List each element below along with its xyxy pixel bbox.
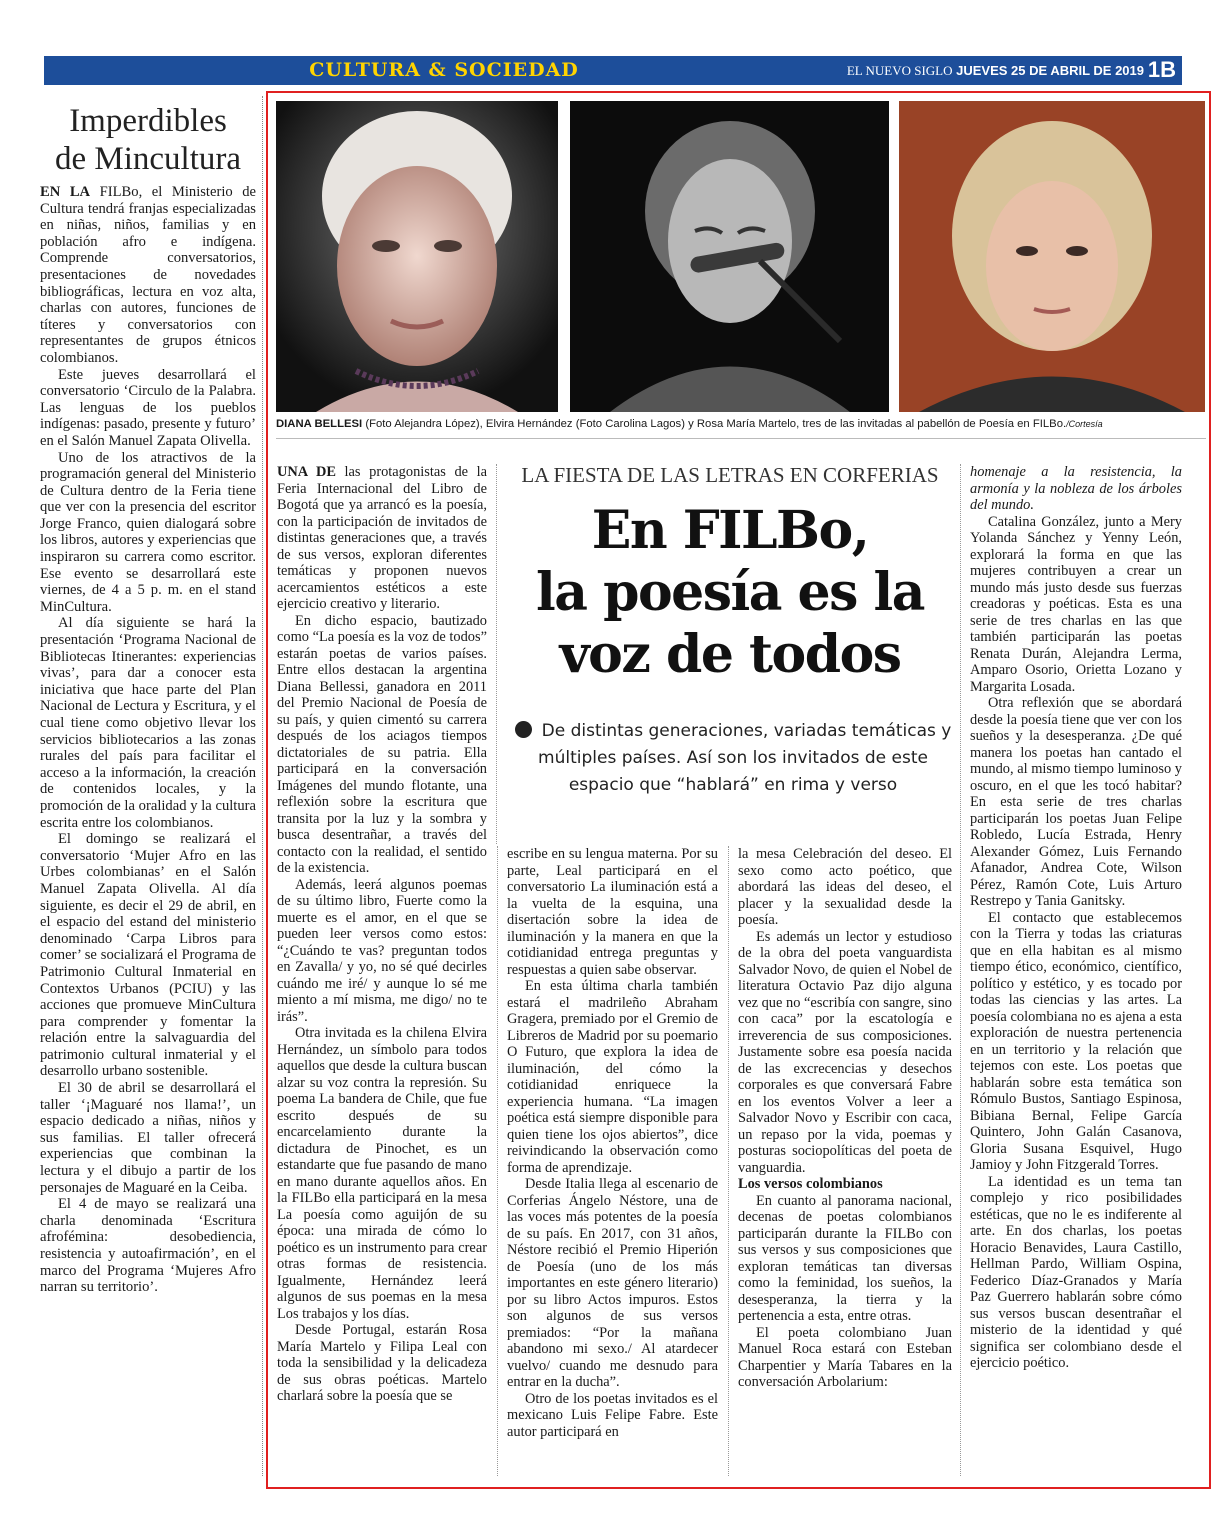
article-dek: De distintas generaciones, variadas temáticas y múltiples países. Así son los invitados de este espacio que “hablará” en rima y verso [503,718,963,799]
article-paragraph: Desde Portugal, estarán Rosa María Martelo y Filipa Leal con toda la sensibilidad y la delicadeza de sus obras poéticas. Martelo charlará sobre la poesía que se [277,1322,487,1404]
article-paragraph: Otra reflexión que se abordará desde la poesía tiene que ver con los sueños y la desesperanza. ¿De qué manera los poetas han cantado el mundo, al mismo tiempo luminoso y oscuro, en el que les tocó habitar? En esta serie de tres charlas participarán los poetas Juan Felipe Robledo, Lucía Estrada, Henry Alexander Gómez, Luis Fernando Afanador, Andrea Cote, Wilson Pérez, Ramón Cote, Luis Arturo Restrepo y Tania Ganitsky. [970,695,1182,909]
photo-elvira-hernandez [570,101,889,412]
article-column-4 [970,464,1182,1372]
sidebar-article [40,102,256,1296]
sidebar-paragraph: Al día siguiente se hará la presentación ‘Programa Nacional de Bibliotecas Itinerantes: experiencias vivas’, para dar a conocer esta iniciativa que hace parte del Plan Nacional de Lectura y Escritura, y el cual tiene como objetivo llevar los servicios bibliotecarios a las zonas rurales del país para facilitar el acceso a la información, la creación de contenidos locales, y la promoción de la oralidad y la cultura escrita entre los colombianos. [40,615,256,831]
sidebar-paragraph: El 4 de mayo se realizará una charla denominada ‘Escritura afrofémina: desobediencia, resistencia y autoafirmación’, en el marco del Programa ‘Mujeres Afro narran su territorio’. [40,1196,256,1296]
article-paragraph: Es además un lector y estudioso de la obra del poeta vanguardista Salvador Novo, de quien el Nobel de literatura Octavio Paz dijo alguna vez que no “escribía con sangre, sino con caca” por la escatología e irreverencia de sus composiciones. Justamente sobre esa poesía nacida de las excrecencias y desechos corporales es que conversará Fabre en los eventos Volver a leer a Salvador Novo y Escribir con caca, un repaso por la vida, poemas y posturas sociopolíticas del poeta de vanguardia. [738,928,952,1176]
article-paragraph: la mesa Celebración del deseo. El sexo como acto poético, que abordará las ideas del deseo, el placer y la sexualidad desde la poesía. [738,846,952,928]
article-paragraph: El poeta colombiano Juan Manuel Roca estará con Esteban Charpentier y María Tabares en la conversación Arbolarium: [738,1324,952,1390]
caption-text: (Foto Alejandra López), Elvira Hernández (Foto Carolina Lagos) y Rosa María Martelo, tres de las invitadas al pabellón de Poesía en FILBo. [362,418,1067,430]
caption-rule [276,438,1206,439]
article-subhead: Los versos colombianos [738,1176,883,1192]
sidebar-paragraph: El domingo se realizará el conversatorio ‘Mujer Afro en las Urbes colombianas’ en el Salón Manuel Zapata Olivella. Al día siguiente, es decir el 29 de abril, en el espacio del estand del ministerio denominado ‘Carpa Libros para comer’ se socializará el Programa de Patrimonio Cultural Inmaterial en Contextos Urbanos (PCIU) y las acciones que promueve MinCultura para comprender y fomentar la relación entre la salvaguardia del patrimonio cultural inmaterial y el desarrollo urbano sostenible. [40,831,256,1080]
paper-name: EL NUEVO SIGLO [846,63,953,78]
article-kicker: LA FIESTA DE LAS LETRAS EN CORFERIAS [521,463,939,487]
article-paragraph: Otra invitada es la chilena Elvira Hernández, un símbolo para todos aquellos que desde la cultura buscan alzar su voz contra la represión. Su poema La bandera de Chile, que fue escrito después de su encarcelamiento durante la dictadura de Pinochet, es un estandarte que fue pasando de mano en mano durante aquellos años. En la FILBo ella participará en la mesa La poesía como aguijón de su época: una mirada de cómo lo poético es un instrumento para crear otras formas de resistencia. Igualmente, Hernández leerá algunos de sus poemas en la mesa Los trabajos y los días. [277,1025,487,1322]
photo-diana-bellessi [276,101,558,412]
masthead-info [847,63,1144,79]
article-paragraph: El contacto que establecemos con la Tierra y todas las criaturas que en ella habitan es al mismo tiempo ético, económico, científico, político y estético, y es tocado por todas las ciencias y las artes. La poesía colombiana no es ajena a esta exploración de nuestra pertenencia en un territorio y la relación que tejemos con este. Los poetas que hablarán sobre esta temática son Rómulo Bustos, Santiago Espinosa, Bibiana Bernal, Felipe García Quintero, John Galán Casanova, Gloria Susana Esquivel, Hugo Jamioy y John Fitzgerald Torres. [970,909,1182,1173]
column-divider [497,846,498,1476]
section-title: CULTURA & SOCIEDAD [309,59,579,81]
sidebar-lead-caps: EN LA [40,184,91,200]
article-paragraph: La identidad es un tema tan complejo y rico posibilidades estéticas, que no le es indiferente al arte. En dos charlas, los poetas Horacio Benavides, Laura Castillo, Hellman Pardo, William Ospina, Federico Díaz-Granados y María Paz Guerrero hablarán sobre cómo sus versos buscan desentrañar el misterio de la identidad y qué significa ser colombiano desde el ejercicio poético. [970,1173,1182,1371]
article-lead-caps: UNA DE [277,464,336,480]
article-paragraph: Desde Italia llega al escenario de Corferias Ángelo Néstore, una de las voces más potentes de la poesía de su país. En 2017, con 31 años, Néstore recibió el Premio Hiperión de Poesía (uno de los más importantes en este género literario) por su libro Actos impuros. Estos son algunos de sus versos premiados: “Por la mañana abandono mi sexo./ Al atardecer vuelvo/ cuando me desnudo para entrar en la ducha”. [507,1176,718,1390]
sidebar-title: Imperdibles de Mincultura [54,103,242,177]
article-paragraph: Catalina González, junto a Mery Yolanda Sánchez y Yenny León, explorará la forma en que las mujeres contribuyen a crear un mundo más justo desde sus fuerzas creadoras y poéticas. Esta es una serie de tres charlas en las que también participarán las poetas Renata Durán, Alejandra Lerma, Amparo Osorio, Orietta Lozano y Margarita Losada. [970,513,1182,695]
article-paragraph: Otro de los poetas invitados es el mexicano Luis Felipe Fabre. Este autor participará en [507,1390,718,1440]
article-paragraph: homenaje a la resistencia, la armonía y la nobleza de los árboles del mundo. [970,464,1182,513]
article-paragraph: En dicho espacio, bautizado como “La poesía es la voz de todos” estarán poetas de varios países. Entre ellos destacan la argentina Diana Bellessi, ganadora en 2011 del Premio Nacional de Poesía de su país, y quien cimentó su carrera después de los aciagos tiempos dictatoriales de su patria. Ella participará en la conversación Imágenes del mundo flotante, una reflexión sobre la escritura que transita por la luz y la sombra y busca desentrañar, a través del contacto con la realidad, el sentido de la existencia. [277,612,487,876]
article-paragraph: En cuanto al panorama nacional, decenas de poetas colombianos participarán durante la FILBo con sus versos y sus composiciones que exploran temáticas tan diversas como la feminidad, los sueños, la desesperanza, la tierra y la pertenencia a esta, entre otras. [738,1192,952,1324]
section-header-bar [44,56,1182,85]
bullet-icon [515,721,532,738]
column-divider [960,464,961,1476]
column-divider [262,96,264,1476]
photo-caption [276,418,1206,430]
article-column-2 [507,846,718,1440]
sidebar-body: EN LA FILBo, el Ministerio de Cultura tendrá franjas especializadas en niñas, niños, familias y en población afro e indígena. Comprende conversatorios, presentaciones de novedades bibliográficas, lectura en voz alta, charlas con autores, funciones de títeres y conversatorios con representantes de grupos étnicos colombianos. Este jueves desarrollará el conversatorio ‘Circulo de la Palabra. Las lenguas de los pueblos indígenas: pasado, presente y futuro’ en el Salón Manuel Zapata Olivella. Uno de los atractivos de la programación general del Ministerio de Cultura dentro de la Feria tiene que ver con la presencia del escritor Jorge Franco, quien dialogará sobre los libros, autores y experiencias que inspiraron su carrera como escritor. Ese evento se desarrollará este viernes, de 4 a 5 p. m. en el stand MinCultura. Al día siguiente se hará la presentación ‘Programa Nacional de Bibliotecas Itinerantes: experiencias vivas’, para dar a conocer esta iniciativa que hace parte del Plan Nacional de Lectura y Escritura, y el cual tiene como objetivo llevar los servicios bibliotecarios a las zonas rurales del país para facilitar el acceso a la información, la creación de contenidos locales, y la promoción de la oralidad y la cultura escrita entre los colombianos. El domingo se realizará el conversatorio ‘Mujer Afro en las Urbes colombianas’ en el Salón Manuel Zapata Olivella. Al día siguiente, es decir el 29 de abril, en el espacio del estand del ministerio denominado ‘Carpa Libros para comer’ se socializará el Programa de Patrimonio Cultural Inmaterial en Contextos Urbanos (PCIU) y las acciones que promueve MinCultura para comprender y fomentar la relación entre la salvaguardia del patrimonio cultural inmaterial y el desarrollo urbano sostenible. El 30 de abril se desarrollará el taller ‘¡Maguaré nos llama!’, un espacio dedicado a niñas, niños y sus familias. El taller ofrecerá experiencias que combinan la lectura y el dibujo a partir de los personajes de Maguaré en la Ceiba. El 4 de mayo se realizará una charla denominada ‘Escritura afrofémina: desobediencia, resistencia y autoafirmación’, en el marco del Programa ‘Mujeres Afro narran su territorio’. [40,184,256,1296]
photo-credit: /Cortesía [1066,419,1103,429]
column-divider [496,464,497,844]
article-headline: En FILBo, la poesía es la voz de todos [536,500,924,685]
article-column-1: UNA DE las protagonistas de la Feria Internacional del Libro de Bogotá que ya arrancó es la poesía, con la participación de invitados de distintas generaciones que, a través de sus versos, exploran diferentes temáticas y proponen nuevos acercamientos estéticos a este ejercicio creativo y literario. En dicho espacio, bautizado como “La poesía es la voz de todos” estarán poetas de varios países. Entre ellos destacan la argentina Diana Bellessi, ganadora en 2011 del Premio Nacional de Poesía de su país, y quien cimentó su carrera después de los aciagos tiempos dictatoriales de su patria. Ella participará en la conversación Imágenes del mundo flotante, una reflexión sobre la escritura que transita por la luz y la sombra y busca desentrañar, a través del contacto con la realidad, el sentido de la existencia. Además, leerá algunos poemas de su último libro, Fuerte como la muerte es el amor, en el que se pueden leer versos como estos: “¿Cuándo te vas? preguntan todos en Zavalla/ y yo, no sé qué decirles cuándo me iré/ y aunque lo sé me miento a mí misma, me digo/ no te irás”. Otra invitada es la chilena Elvira Hernández, un símbolo para todos aquellos que desde la cultura buscan alzar su voz contra la represión. Su poema La bandera de Chile, que fue escrito después de su encarcelamiento durante la dictadura de Pinochet, es un estandarte que fue pasando de mano en mano durante aquellos años. En la FILBo ella participará en la mesa La poesía como aguijón de su época: una mirada de cómo lo poético es un instrumento para crear otras formas de resistencia. Igualmente, Hernández leerá algunos de sus poemas en la mesa Los trabajos y los días. Desde Portugal, estarán Rosa María Martelo y Filipa Leal con toda la sensibilidad y la delicadeza de sus obras poéticas. Martelo charlará sobre la poesía que se [277,464,487,1404]
article-paragraph: escribe en su lengua materna. Por su parte, Leal participará en el conversatorio La iluminación está a la vuelta de la esquina, una disertación sobre la idea de iluminación y la manera en que la cotidianidad entrega preguntas y respuestas a quien sabe observar. [507,846,718,978]
issue-date: JUEVES 25 DE ABRIL DE 2019 [956,63,1144,78]
page-number: 1B [1147,57,1176,82]
caption-lead-name: DIANA BELLESI [276,418,363,430]
photo-rosa-maria-martelo [899,101,1205,412]
sidebar-paragraph: El 30 de abril se desarrollará el taller ‘¡Maguaré nos llama!’, un espacio dedicado a niñas, niños y sus familias. El taller ofrecerá experiencias que combinan la lectura y el dibujo a partir de los personajes de Maguaré en la Ceiba. [40,1080,256,1196]
sidebar-paragraph: Este jueves desarrollará el conversatorio ‘Circulo de la Palabra. Las lenguas de los pueblos indígenas: pasado, presente y futuro’ en el Salón Manuel Zapata Olivella. [40,366,256,449]
article-column-3 [738,846,952,1391]
column-divider [728,846,729,1476]
sidebar-paragraph: Uno de los atractivos de la programación general del Ministerio de Cultura dentro de la Feria tiene que ver con la presencia del escritor Jorge Franco, quien dialogará sobre los libros, autores y experiencias que inspiraron su carrera como escritor. Ese evento se desarrollará este viernes, de 4 a 5 p. m. en el stand MinCultura. [40,449,256,615]
article-paragraph: Además, leerá algunos poemas de su último libro, Fuerte como la muerte es el amor, en el que se pueden leer versos como estos: “¿Cuándo te vas? preguntan todos en Zavalla/ y yo, no sé qué decirles cuándo me iré/ y aunque lo sé me miento a mí misma, me digo/ no te irás”. [277,876,487,1025]
article-paragraph: En esta última charla también estará el madrileño Abraham Gragera, premiado por el Gremio de Libreros de Madrid por su poemario O Futuro, que explora la idea de iluminación, del cómo la cotidianidad enriquece la experiencia humana. “La imagen poética está siempre disponible para quien tiene los ojos abiertos”, dice reivindicando la observación como forma de aprendizaje. [507,978,718,1176]
